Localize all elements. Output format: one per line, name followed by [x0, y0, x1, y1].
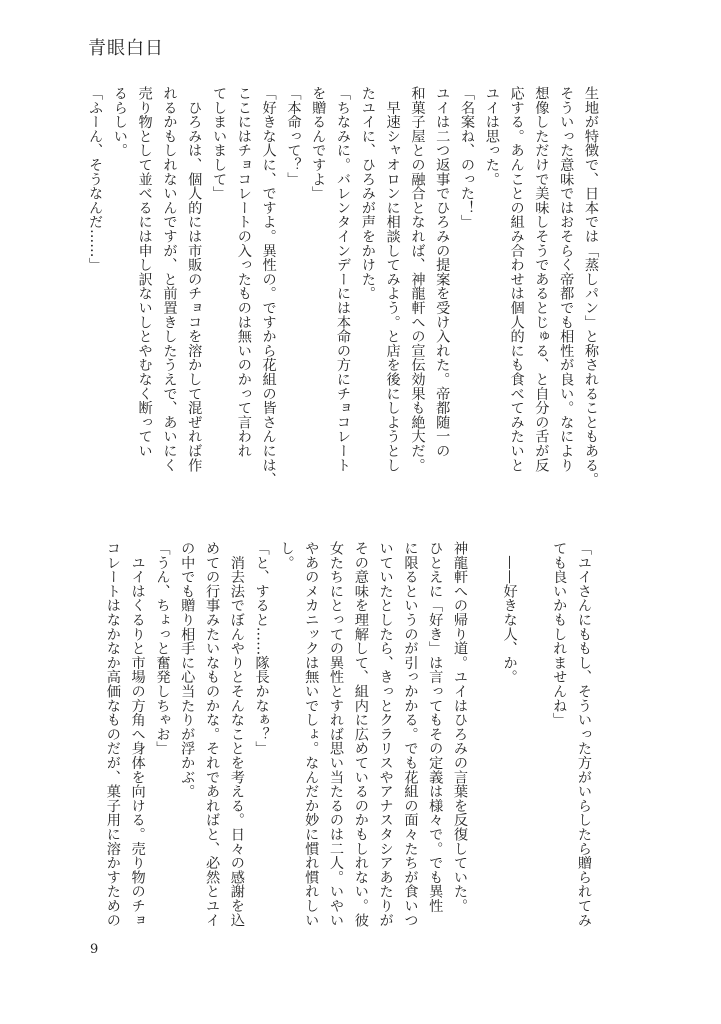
text-line: 想像しただけで美味しそうであるとじゅる、と自分の舌が反: [533, 86, 550, 473]
text-line: を贈るんですよ」: [310, 86, 327, 201]
lower-text-tier: [100, 541, 596, 951]
text-line: 「本命って？」: [285, 86, 302, 187]
text-line: 「ちなみに。バレンタインデーには本命の方にチョコレート: [335, 86, 352, 473]
text-line: てしまいまして」: [211, 86, 228, 201]
text-line: ユイはくるりと市場の方角へ身体を向ける。売り物のチョ: [129, 541, 146, 928]
text-line: ユイは二つ返事でひろみの提案を受け入れた。帝都随一の: [434, 86, 451, 458]
text-line: [472, 541, 497, 951]
text-line: るらしい。: [111, 86, 128, 158]
text-line: いていたとしたら、きっとクラリスやアナスタシアあたりが: [377, 541, 394, 928]
text-line: 売り物として並べるには申し訳ないしとやむなく断ってい: [136, 86, 153, 458]
text-line: 「好きな人に、ですよ。異性の。ですから花組の皆さんには、: [260, 86, 277, 487]
text-line: 応する。あんことの組み合わせは個人的にも食べてみたいと: [508, 86, 525, 473]
text-line: ても良いかもしれませんね」: [551, 541, 568, 727]
text-line: コレートはなかなか高価なものだが、菓子用に溶かすための: [104, 541, 121, 928]
text-line: 「うん、ちょっと奮発しちゃお」: [154, 541, 171, 756]
text-line: [522, 541, 547, 951]
text-line: の中でも贈り相手に心当たりが浮かぶ。: [179, 541, 196, 799]
text-line: 「と、すると……隊長かなぁ？」: [253, 541, 270, 756]
text-line: に限るというのが引っかかる。でも花組の面々たちが食いつ: [402, 541, 419, 928]
text-line: やあのメカニックは無いでしょ。なんだか妙に慣れ慣れしい: [303, 541, 320, 928]
text-line: 「ユイさんにももし、そういった方がいらしたら贈られてみ: [576, 541, 592, 928]
text-line: 和菓子屋との融合となれば、神龍軒への宣伝効果も絶大だ。: [409, 86, 426, 473]
text-line: めての行事みたいなものかな。それであればと、必然とユイ: [204, 541, 221, 928]
text-line: 「ふーん、そうなんだ……」: [87, 86, 104, 272]
text-line: 神龍軒への帰り道。ユイはひろみの言葉を反復していた。: [452, 541, 469, 913]
text-line: ひとえに「好き」は言ってもその定義は様々で。でも異性: [427, 541, 444, 913]
text-line: 早速シャオロンに相談してみよう。と店を後にしようとし: [384, 86, 401, 473]
text-line: そういった意味ではおそらく帝都でも相性が良い。なにより: [558, 86, 575, 473]
text-line: 生地が特徴で、日本では「蒸しパン」と称されることもある。: [583, 86, 599, 487]
text-line: れるかもしれないんですが、と前置きしたうえで、あいにく: [161, 86, 178, 473]
text-line: ひろみは、個人的には市販のチョコを溶かして混ぜれば作: [186, 86, 203, 473]
text-line: ——好きな人、か。: [501, 541, 518, 684]
text-line: たユイに、ひろみが声をかけた。: [359, 86, 376, 301]
text-line: その意味を理解して、組内に広めているのかもしれない。彼: [352, 541, 369, 928]
text-line: ここにはチョコレートの入ったものは無いのかって言われ: [235, 86, 252, 458]
text-line: し。: [278, 541, 295, 570]
text-line: 女たちにとっての異性とすれば思い当たるのは二人。いやい: [328, 541, 345, 928]
text-line: ユイは思った。: [483, 86, 500, 187]
page-number: 9: [90, 942, 99, 957]
text-line: 消去法でぼんやりとそんなことを考える。日々の感謝を込: [228, 541, 245, 928]
upper-text-tier: [82, 86, 603, 496]
running-header-title: 青眼白日: [88, 38, 164, 59]
text-line: 「名案ね、のった！」: [459, 86, 476, 229]
